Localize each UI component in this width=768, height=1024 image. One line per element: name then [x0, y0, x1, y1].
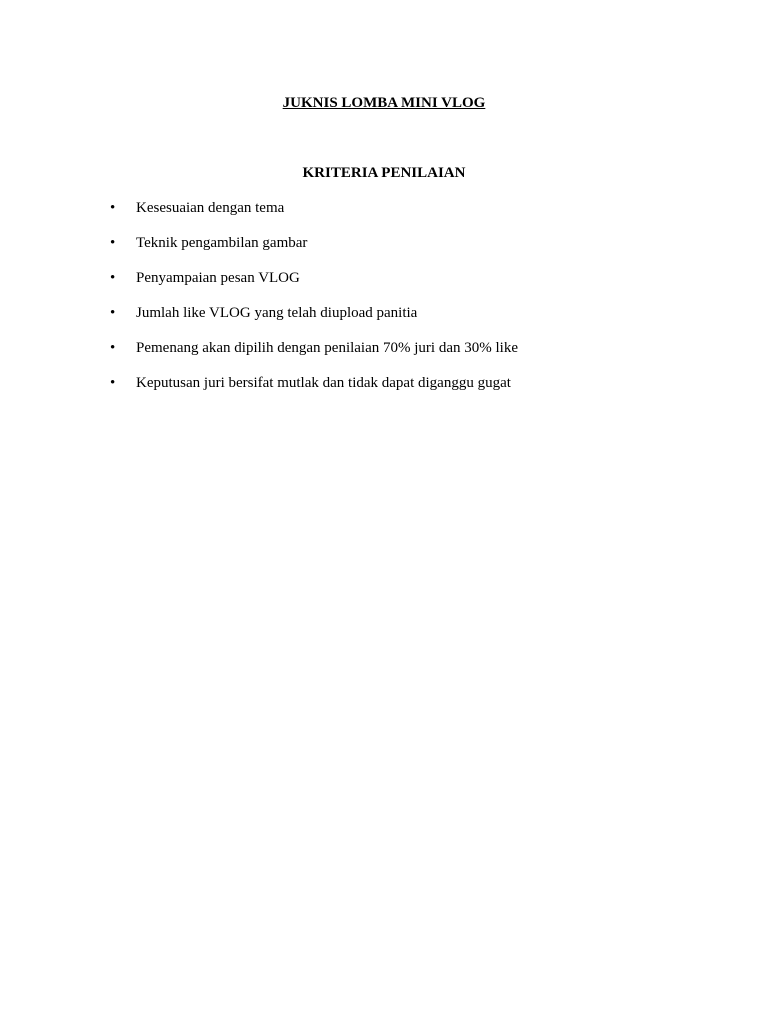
list-item-text: Kesesuaian dengan tema [136, 200, 285, 216]
bullet-icon: • [110, 340, 116, 356]
bullet-icon: • [110, 235, 116, 251]
bullet-icon: • [110, 375, 116, 391]
list-item-text: Keputusan juri bersifat mutlak dan tidak dapat diganggu gugat [136, 375, 511, 391]
list-item [0, 372, 768, 407]
list-item-text: Teknik pengambilan gambar [136, 235, 308, 251]
list-item-text: Pemenang akan dipilih dengan penilaian 70% juri dan 30% like [136, 340, 518, 356]
list-item [0, 337, 768, 372]
criteria-list [0, 197, 768, 407]
bullet-icon: • [110, 270, 116, 286]
bullet-icon: • [110, 305, 116, 321]
list-item-text: Penyampaian pesan VLOG [136, 270, 300, 286]
list-item [0, 267, 768, 302]
document-title: JUKNIS LOMBA MINI VLOG [282, 95, 486, 111]
list-item [0, 197, 768, 232]
list-item [0, 232, 768, 267]
section-heading: KRITERIA PENILAIAN [302, 165, 466, 181]
bullet-icon: • [110, 200, 116, 216]
list-item [0, 302, 768, 337]
list-item-text: Jumlah like VLOG yang telah diupload panitia [136, 305, 418, 321]
